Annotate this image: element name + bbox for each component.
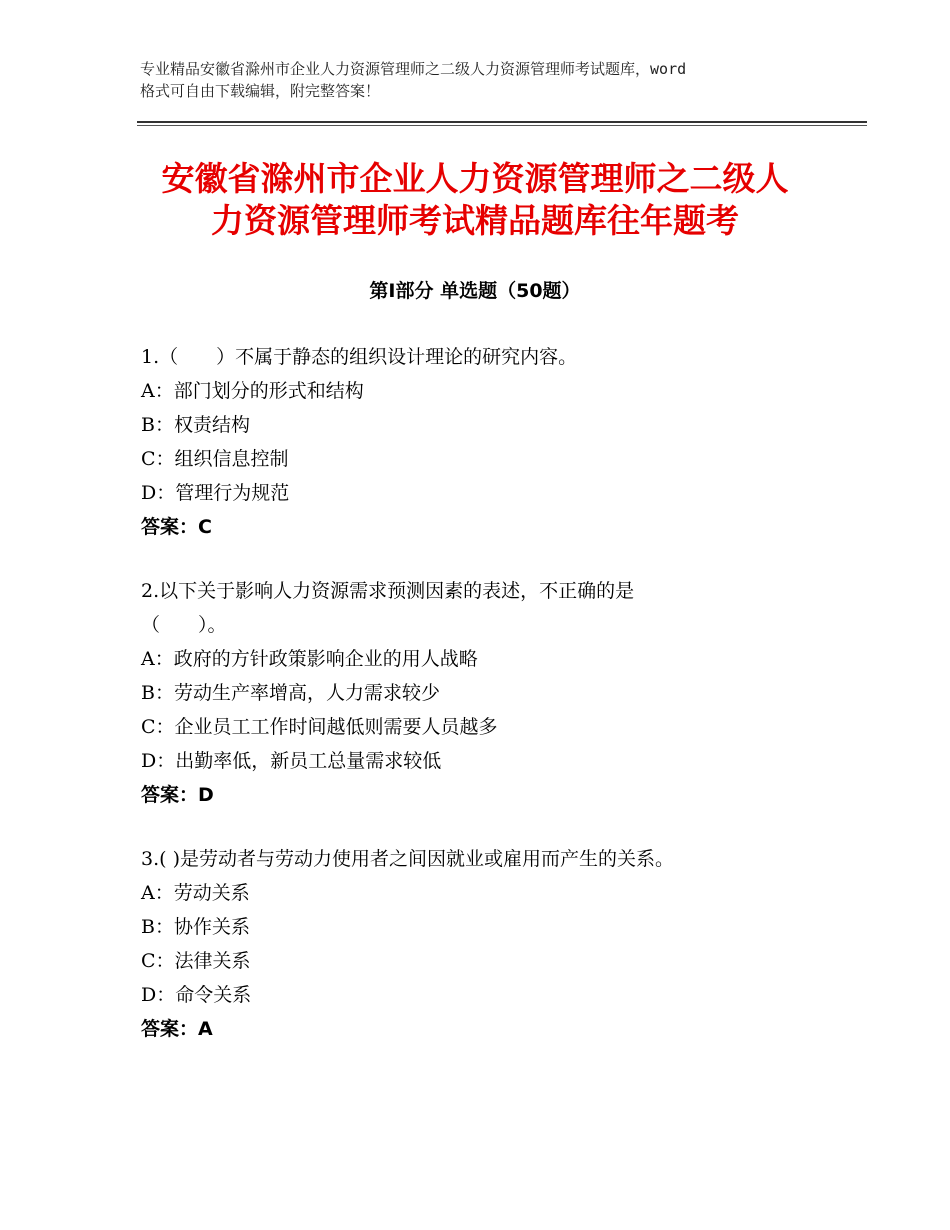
header-note-line-2: 格式可自由下载编辑，附完整答案！ <box>140 82 381 100</box>
question-1-option-d: D：管理行为规范 <box>141 482 290 504</box>
question-list <box>141 340 841 1076</box>
question-2 <box>141 574 841 812</box>
question-3-answer: 答案：A <box>141 1018 213 1040</box>
header-note <box>140 58 830 102</box>
question-3-option-a: A：劳动关系 <box>141 882 250 904</box>
question-3-option-c: C：法律关系 <box>141 950 251 972</box>
question-2-answer: 答案：D <box>141 784 214 806</box>
question-3 <box>141 842 841 1046</box>
question-2-stem-line-2: （ ）。 <box>141 614 227 636</box>
question-1-option-b: B：权责结构 <box>141 414 250 436</box>
question-2-option-a: A：政府的方针政策影响企业的用人战略 <box>141 648 478 670</box>
document-title-line-2: 力资源管理师考试精品题库往年题考 <box>211 201 739 240</box>
question-3-stem: 3.( )是劳动者与劳动力使用者之间因就业或雇用而产生的关系。 <box>141 848 674 870</box>
question-2-stem-line-1: 2.以下关于影响人力资源需求预测因素的表述，不正确的是 <box>141 580 635 602</box>
question-3-option-b: B：协作关系 <box>141 916 250 938</box>
question-1-answer: 答案：C <box>141 516 212 538</box>
question-1-stem: 1.（ ）不属于静态的组织设计理论的研究内容。 <box>141 346 578 368</box>
header-rule-thin <box>137 125 867 126</box>
question-1-option-a: A：部门划分的形式和结构 <box>141 380 364 402</box>
question-2-option-d: D：出勤率低，新员工总量需求较低 <box>141 750 442 772</box>
header-rule-thick <box>137 121 867 123</box>
question-2-option-b: B：劳动生产率增高，人力需求较少 <box>141 682 440 704</box>
document-title-line-1: 安徽省滁州市企业人力资源管理师之二级人 <box>161 159 789 198</box>
question-1 <box>141 340 841 544</box>
document-title <box>100 158 850 242</box>
question-3-option-d: D：命令关系 <box>141 984 252 1006</box>
header-note-line-1: 专业精品安徽省滁州市企业人力资源管理师之二级人力资源管理师考试题库，word <box>140 60 687 78</box>
question-1-option-c: C：组织信息控制 <box>141 448 289 470</box>
question-2-option-c: C：企业员工工作时间越低则需要人员越多 <box>141 716 498 738</box>
section-title: 第Ⅰ部分 单选题（50题） <box>369 280 581 302</box>
